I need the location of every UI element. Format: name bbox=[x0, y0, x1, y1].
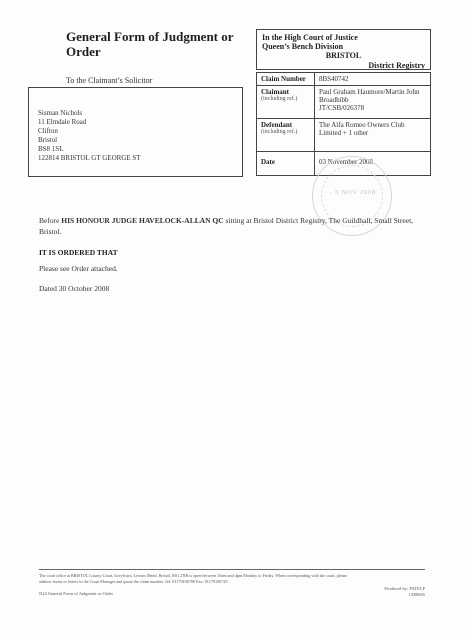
footer-code: CHR065 bbox=[408, 592, 425, 597]
claimant-label: Claimant bbox=[261, 88, 289, 96]
defendant-sublabel: (including ref.) bbox=[261, 129, 298, 135]
footer-divider bbox=[39, 569, 425, 570]
defendant-label: Defendant bbox=[261, 121, 293, 129]
recipient-label: To the Claimant’s Solicitor bbox=[66, 76, 153, 85]
address-line: 122814 BRISTOL GT GEORGE ST bbox=[38, 154, 141, 162]
claimant-value bbox=[319, 88, 420, 112]
address-block bbox=[38, 109, 141, 163]
address-line: BS8 1SL bbox=[38, 145, 64, 153]
claimant-ref: JT/CSB/026378 bbox=[319, 104, 365, 112]
order-heading: IT IS ORDERED THAT bbox=[39, 248, 118, 257]
order-text: Please see Order attached. bbox=[39, 264, 118, 273]
address-line: Clifton bbox=[38, 127, 58, 135]
claim-number-value: 8BS40742 bbox=[319, 75, 349, 83]
address-box bbox=[28, 87, 243, 177]
address-line: Bristol bbox=[38, 136, 58, 144]
claim-number-row bbox=[257, 73, 430, 86]
defendant-value bbox=[319, 121, 405, 137]
stamp-date: - 5 NOV 2008 bbox=[329, 190, 377, 196]
court-name: In the High Court of Justice bbox=[262, 33, 358, 42]
claimant-row bbox=[257, 86, 430, 119]
date-value: 03 November 2008 bbox=[319, 158, 374, 166]
address-line: Sisman Nichols bbox=[38, 109, 83, 117]
defendant-row bbox=[257, 119, 430, 152]
defendant-line: The Alfa Romeo Owners Club bbox=[319, 121, 405, 129]
claimant-line: Broadhibb bbox=[319, 96, 349, 104]
claim-number-label: Claim Number bbox=[261, 75, 306, 83]
judge-name: HIS HONOUR JUDGE HAVELOCK-ALLAN QC bbox=[61, 216, 224, 225]
form-title: General Form of Judgment or Order bbox=[66, 29, 234, 59]
before-location: sitting at Bristol District Registry, The Guildhall, Small Street, Bristol. bbox=[39, 216, 414, 236]
claimant-line: Paul Graham Haumore/Martin John bbox=[319, 88, 420, 96]
address-line: 11 Elmdale Road bbox=[38, 118, 87, 126]
claimant-sublabel: (including ref.) bbox=[261, 96, 298, 102]
court-city: BRISTOL bbox=[325, 51, 362, 60]
footer-form-name: N24 General Form of Judgment or Order bbox=[39, 591, 113, 596]
court-header-box bbox=[256, 29, 431, 70]
court-registry: District Registry bbox=[368, 61, 425, 70]
dated-line: Dated 30 October 2008 bbox=[39, 284, 110, 293]
footer-produced-by: Produced by: PATELP bbox=[384, 586, 425, 591]
footer-producer bbox=[384, 586, 425, 598]
before-judge-paragraph bbox=[39, 215, 424, 237]
footer-contact-info: address forms or letters to the Court Manager and quote the claim number. Tel: 01179106700 Fax: 01179106729 bbox=[39, 579, 228, 584]
defendant-line: Limited + 1 other bbox=[319, 129, 369, 137]
court-division: Queen’s Bench Division bbox=[262, 42, 344, 51]
date-label: Date bbox=[261, 158, 275, 166]
before-prefix: Before bbox=[39, 216, 62, 225]
footer-court-info: The court office at BRISTOL County Court, Greyfriars, Lewins Mead, Bristol, BS1 2NR is open between 10am and 4pm Monday to Friday. When corresponding with the court, please bbox=[39, 573, 348, 578]
